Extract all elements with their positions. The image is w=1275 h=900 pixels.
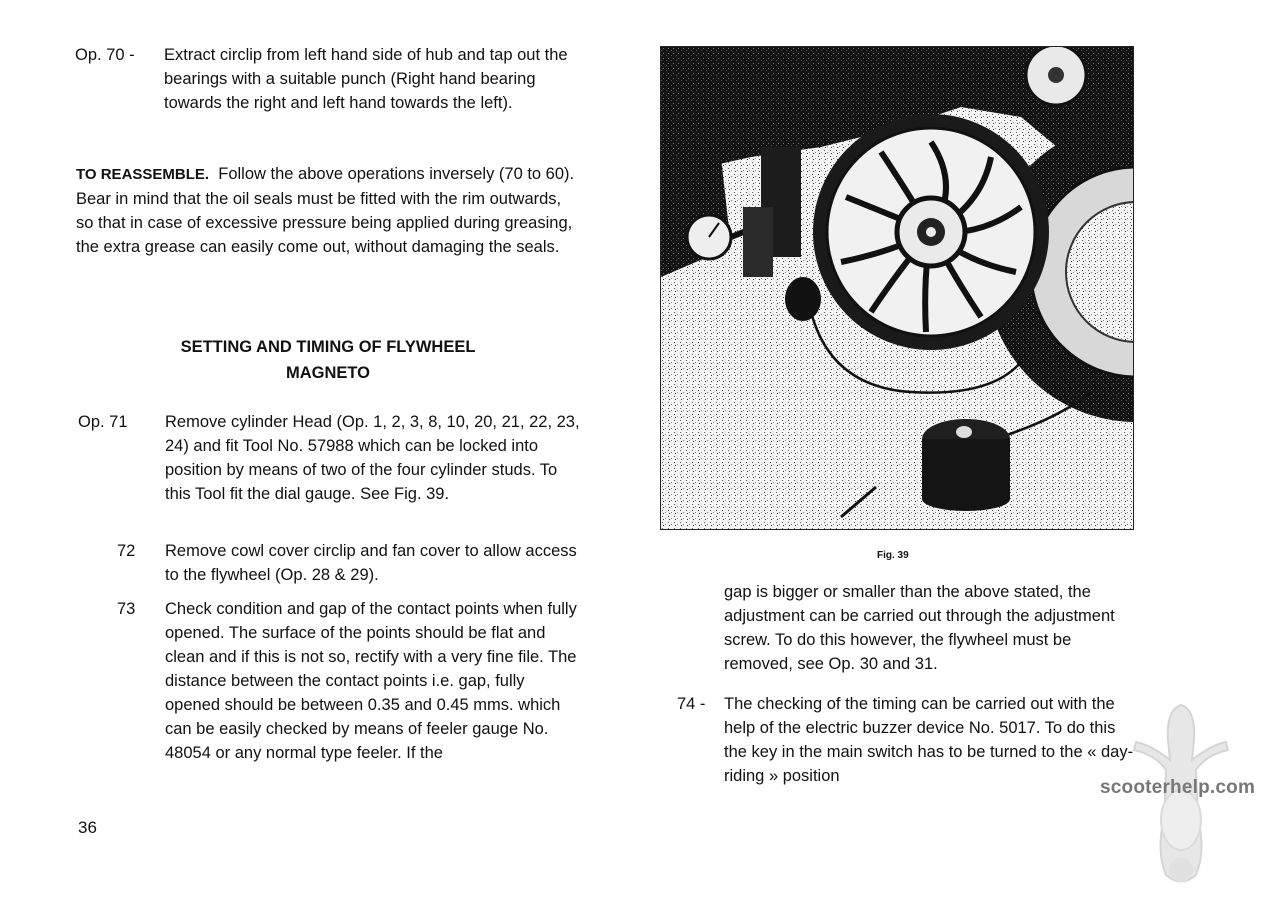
left-page	[0, 0, 637, 900]
engine-photo-image	[661, 47, 1133, 529]
op74-text: The checking of the timing can be carried out with the help of the electric buzzer device No. 5017. To do this the key in the main switch has to be turned to the « day-riding » position	[724, 695, 1134, 785]
scooterhelp-watermark	[1096, 700, 1266, 890]
continued-text: gap is bigger or smaller than the above stated, the adjustment can be carried out through the adjustment screw. To do this however, the flywheel must be removed, see Op. 30 and 31.	[724, 583, 1115, 673]
page-number: 36	[78, 818, 97, 837]
figure-39-photo	[660, 46, 1134, 530]
op73-text: Check condition and gap of the contact points when fully opened. The surface of the points should be flat and clean and if this is not so, rectify with a very fine file. The distance between the contact points i.e. gap, fully opened should be between 0.35 and 0.45 mms. which can be easily checked by means of feeler gauge No. 48054 or any normal type feeler. If the	[165, 600, 577, 762]
op70-text: Extract circlip from left hand side of hub and tap out the bearings with a suitable punch (Right hand bearing towards the right and left hand towards the left).	[164, 46, 568, 112]
reassemble-text: Follow the above operations inversely (70 to 60). Bear in mind that the oil seals must be fitted with the rim outwards, so that in case of excessive pressure being applied during greasing, the extra grease can easily come out, without damaging the seals.	[76, 165, 575, 256]
reassemble-paragraph	[76, 162, 582, 259]
reassemble-label: TO REASSEMBLE.	[76, 166, 210, 183]
figure-caption: Fig. 39	[877, 550, 909, 561]
section-heading-line1: SETTING AND TIMING OF FLYWHEEL	[180, 338, 476, 356]
op71-number: Op. 71	[78, 413, 128, 431]
op72-number: 72	[117, 542, 136, 560]
op71-text: Remove cylinder Head (Op. 1, 2, 3, 8, 10, 20, 21, 22, 23, 24) and fit Tool No. 57988 which can be locked into position by means of two of the four cylinder studs. To this Tool fit the dial gauge. See Fig. 39.	[165, 413, 580, 503]
op70-number: Op. 70 -	[75, 46, 135, 64]
watermark-text: scooterhelp.com	[1100, 777, 1256, 798]
section-heading-line2: MAGNETO	[285, 364, 371, 382]
op74-number: 74 -	[677, 695, 706, 713]
op73-number: 73	[117, 600, 136, 618]
section-heading	[150, 335, 506, 385]
op72-text: Remove cowl cover circlip and fan cover to allow access to the flywheel (Op. 28 & 29).	[165, 542, 577, 584]
